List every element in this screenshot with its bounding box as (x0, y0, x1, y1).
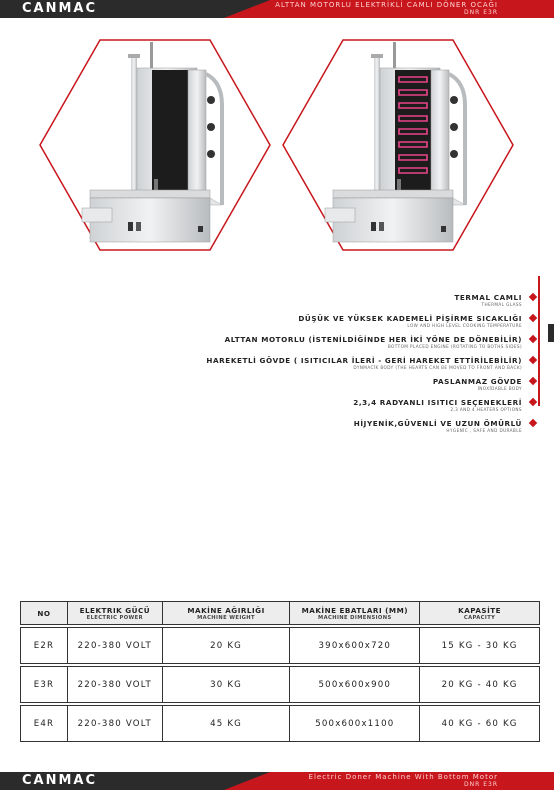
cell-dimensions: 390x600x720 (290, 628, 420, 664)
bullet-diamond-icon (529, 314, 537, 322)
feature-title: 2,3,4 RADYANLI ISITICI SEÇENEKLERİ (353, 398, 522, 407)
column-header-weight: MAKİNE AĞIRLIĞI MACHINE WEIGHT (162, 602, 290, 625)
cell-dimensions: 500x600x1100 (290, 706, 420, 742)
cell-weight: 30 KG (162, 667, 290, 703)
footer-bar (0, 772, 554, 790)
feature-title: TERMAL CAMLI (454, 293, 522, 302)
cell-model: E2R (21, 628, 68, 664)
feature-item (16, 335, 536, 350)
table-row (21, 628, 540, 664)
table-row (21, 706, 540, 742)
feature-title: DÜŞÜK VE YÜKSEK KADEMELİ PİŞİRME SICAKLIĞI (298, 314, 522, 323)
feature-item (16, 419, 536, 434)
bullet-diamond-icon (529, 293, 537, 301)
feature-title: HAREKETLİ GÖVDE ( ISITICILAR İLERİ - GERİ HAREKET ETTİRİLEBİLİR) (206, 356, 522, 365)
feature-item (16, 293, 536, 308)
feature-item (16, 377, 536, 392)
product-image-heating-model (283, 40, 513, 250)
cell-power: 220-380 VOLT (67, 667, 162, 703)
header-model: DNR E3R (464, 9, 498, 16)
cell-weight: 45 KG (162, 706, 290, 742)
feature-item (16, 398, 536, 413)
product-images (0, 30, 554, 260)
footer-title: Electric Doner Machine With Bottom Motor (308, 773, 498, 781)
feature-subtitle: 2,3 AND 4 HEATERS OPTIONS (450, 407, 522, 412)
bullet-diamond-icon (529, 335, 537, 343)
side-page-tab (538, 276, 554, 406)
cell-power: 220-380 VOLT (67, 628, 162, 664)
footer-brand-logo: CANMAC (22, 773, 98, 788)
feature-subtitle: LOW AND HIGH LEVEL COOKING TEMPERATURE (407, 323, 522, 328)
feature-list (16, 293, 536, 440)
column-header-capacity: KAPASİTE CAPACITY (420, 602, 540, 625)
cell-capacity: 40 KG - 60 KG (420, 706, 540, 742)
feature-subtitle: THERMAL GLASS (481, 302, 522, 307)
cell-power: 220-380 VOLT (67, 706, 162, 742)
feature-item (16, 356, 536, 371)
side-tab-marker (548, 324, 554, 342)
feature-subtitle: BOTTOM PLACED ENGINE (ROTATING TO BOTHS SIDES) (387, 344, 522, 349)
feature-item (16, 314, 536, 329)
cell-model: E4R (21, 706, 68, 742)
feature-title: HİJYENİK,GÜVENLİ VE UZUN ÖMÜRLÜ (353, 419, 522, 428)
table-header-row (21, 602, 540, 625)
bullet-diamond-icon (529, 419, 537, 427)
cell-dimensions: 500x600x900 (290, 667, 420, 703)
cell-weight: 20 KG (162, 628, 290, 664)
feature-title: PASLANMAZ GÖVDE (432, 377, 522, 386)
bullet-diamond-icon (529, 356, 537, 364)
bullet-diamond-icon (529, 398, 537, 406)
column-header-no: NO (21, 602, 68, 625)
header-bar (0, 0, 554, 18)
feature-title: ALTTAN MOTORLU (İSTENİLDİĞİNDE HER İKİ YÖNE DE DÖNEBİLİR) (224, 335, 522, 344)
feature-subtitle: İNOXİDABLE BODY (477, 386, 522, 391)
bullet-diamond-icon (529, 377, 537, 385)
table-row (21, 667, 540, 703)
header-brand-logo: CANMAC (22, 1, 98, 16)
column-header-power: ELEKTRIK GÜCÜ ELECTRIC POWER (67, 602, 162, 625)
feature-subtitle: HYGENİC , SAFE AND DURABLE (446, 428, 522, 433)
cell-capacity: 15 KG - 30 KG (420, 628, 540, 664)
product-image-glass-model (40, 40, 270, 250)
footer-model: DNR E3R (464, 781, 498, 788)
feature-subtitle: DYNMACİK BODY (THE HEARTS CAN BE MOVED TO FRONT AND BACK) (353, 365, 522, 370)
header-title: ALTTAN MOTORLU ELEKTRİKLİ CAMLI DÖNER OCAĞI (275, 1, 498, 9)
cell-capacity: 20 KG - 40 KG (420, 667, 540, 703)
column-header-dimensions: MAKİNE EBATLARI (MM) MACHINE DIMENSIONS (290, 602, 420, 625)
spec-table (20, 601, 540, 742)
cell-model: E3R (21, 667, 68, 703)
